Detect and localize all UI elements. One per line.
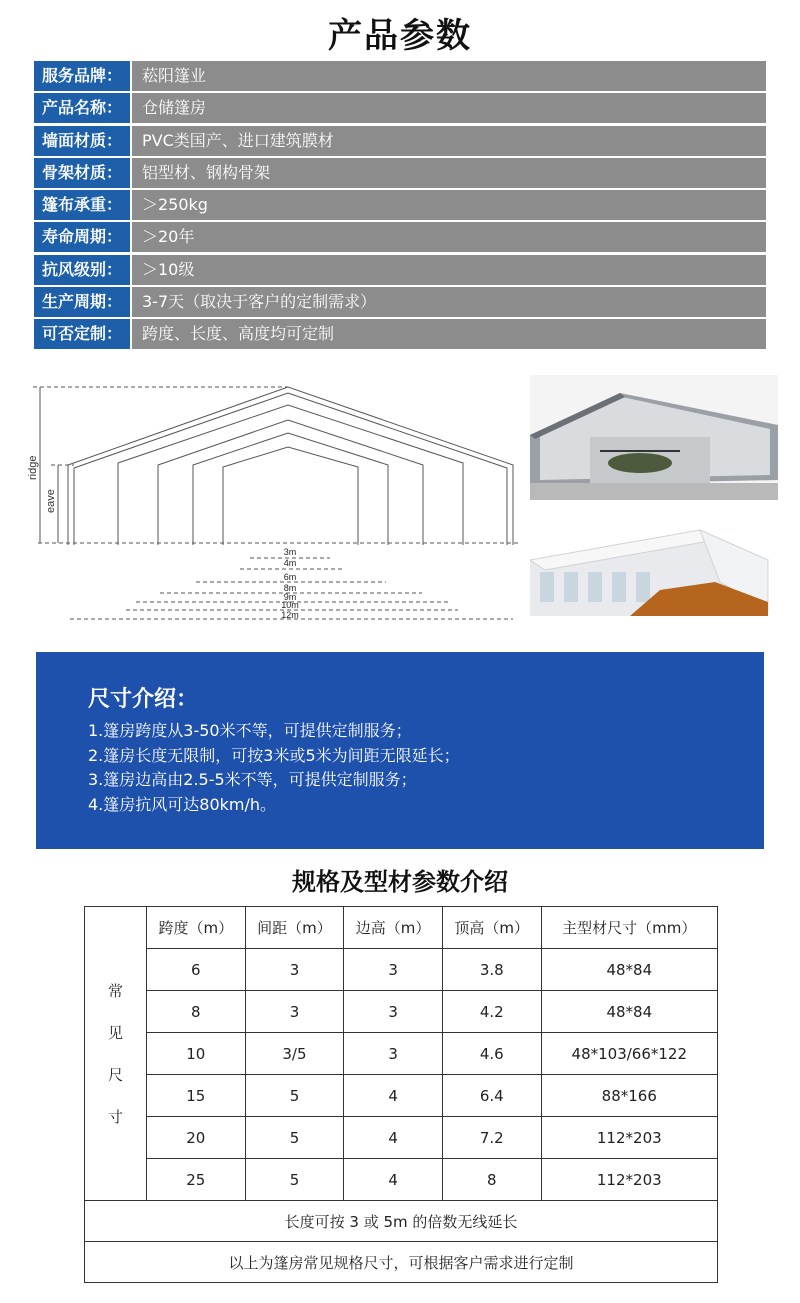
size-intro-panel bbox=[36, 652, 764, 849]
table-cell: 3.8 bbox=[442, 949, 541, 991]
tent-frame-diagram bbox=[18, 375, 523, 625]
param-value: 3-7天（取决于客户的定制需求） bbox=[132, 287, 766, 317]
eave-label: eave bbox=[45, 489, 57, 513]
table-cell: 4 bbox=[344, 1159, 443, 1201]
table-row bbox=[85, 991, 718, 1033]
frame-outline bbox=[118, 405, 463, 545]
param-value: 仓储篷房 bbox=[132, 93, 766, 123]
param-key: 可否定制： bbox=[34, 319, 130, 349]
frame-outline bbox=[158, 420, 423, 545]
side-label-char: 寸 bbox=[107, 1107, 123, 1126]
table-cell: 48*103/66*122 bbox=[541, 1033, 717, 1075]
page-title: 产品参数 bbox=[328, 16, 472, 56]
side-label-char: 尺 bbox=[107, 1065, 123, 1084]
frame-outline bbox=[68, 387, 513, 545]
table-cell: 48*84 bbox=[541, 949, 717, 991]
spec-table bbox=[84, 906, 718, 1283]
table-cell: 3 bbox=[245, 949, 344, 991]
param-key: 产品名称： bbox=[34, 93, 130, 123]
table-cell: 15 bbox=[147, 1075, 246, 1117]
table-cell: 48*84 bbox=[541, 991, 717, 1033]
size-intro-line: 1.篷房跨度从3-50米不等，可提供定制服务； bbox=[88, 721, 412, 740]
table-cell: 7.2 bbox=[442, 1117, 541, 1159]
param-row bbox=[34, 222, 766, 252]
span-label: 10m bbox=[281, 600, 299, 610]
span-label: 4m bbox=[283, 558, 297, 568]
column-header: 主型材尺寸（mm） bbox=[541, 907, 717, 949]
param-value: ＞10级 bbox=[132, 255, 766, 285]
table-row bbox=[85, 1159, 718, 1201]
frame-outline bbox=[223, 447, 358, 545]
size-intro-line: 2.篷房长度无限制，可按3米或5米为间距无限延长； bbox=[88, 745, 460, 765]
table-cell: 5 bbox=[245, 1117, 344, 1159]
column-header: 边高（m） bbox=[344, 907, 443, 949]
table-cell: 6 bbox=[147, 949, 246, 991]
table-cell: 3 bbox=[344, 991, 443, 1033]
table-cell: 112*203 bbox=[541, 1117, 717, 1159]
table-cell: 3 bbox=[344, 1033, 443, 1075]
table-cell: 3 bbox=[245, 991, 344, 1033]
param-key: 墙面材质： bbox=[34, 126, 130, 156]
side-label-char: 见 bbox=[107, 1023, 123, 1042]
param-value: 跨度、长度、高度均可定制 bbox=[132, 319, 766, 349]
param-key: 服务品牌： bbox=[34, 61, 130, 91]
table-cell: 10 bbox=[147, 1033, 246, 1075]
param-key: 篷布承重： bbox=[34, 190, 130, 220]
table-cell: 25 bbox=[147, 1159, 246, 1201]
table-note-row bbox=[85, 1242, 718, 1283]
table-row bbox=[85, 1117, 718, 1159]
table-note-row bbox=[85, 1201, 718, 1242]
side-label-char: 常 bbox=[107, 981, 123, 1000]
table-cell: 3 bbox=[344, 949, 443, 991]
frame-outline bbox=[74, 393, 507, 545]
spec-title: 规格及型材参数介绍 bbox=[292, 868, 508, 896]
frame-outline bbox=[193, 433, 388, 545]
param-key: 寿命周期： bbox=[34, 222, 130, 252]
span-label: 8m bbox=[283, 583, 297, 593]
hangar-tent-photo bbox=[530, 375, 778, 500]
span-label: 12m bbox=[281, 610, 299, 620]
table-cell: 5 bbox=[245, 1075, 344, 1117]
column-header: 间距（m） bbox=[245, 907, 344, 949]
table-cell: 3/5 bbox=[245, 1033, 344, 1075]
side-label-cell bbox=[85, 907, 147, 1201]
param-key: 生产周期： bbox=[34, 287, 130, 317]
table-cell: 4.2 bbox=[442, 991, 541, 1033]
table-row bbox=[85, 1075, 718, 1117]
table-note: 长度可按 3 或 5m 的倍数无线延长 bbox=[85, 1201, 718, 1242]
span-label: 6m bbox=[283, 572, 297, 582]
event-tent-photo bbox=[530, 520, 778, 632]
span-label: 3m bbox=[283, 547, 297, 557]
size-intro-title: 尺寸介绍： bbox=[88, 687, 199, 712]
param-value: 铝型材、钢构骨架 bbox=[132, 158, 766, 188]
param-row bbox=[34, 61, 766, 91]
param-row bbox=[34, 190, 766, 220]
table-cell: 88*166 bbox=[541, 1075, 717, 1117]
size-intro-line: 4.篷房抗风可达80km/h。 bbox=[88, 794, 277, 814]
span-label: 9m bbox=[283, 592, 297, 602]
table-note: 以上为篷房常见规格尺寸，可根据客户需求进行定制 bbox=[85, 1242, 718, 1283]
param-value: PVC类国产、进口建筑膜材 bbox=[132, 126, 766, 156]
table-cell: 4 bbox=[344, 1117, 443, 1159]
param-key: 骨架材质： bbox=[34, 158, 130, 188]
param-value: ＞250kg bbox=[132, 190, 766, 220]
table-cell: 5 bbox=[245, 1159, 344, 1201]
table-cell: 4.6 bbox=[442, 1033, 541, 1075]
param-value: ＞20年 bbox=[132, 222, 766, 252]
table-cell: 4 bbox=[344, 1075, 443, 1117]
param-row bbox=[34, 255, 766, 285]
column-header: 顶高（m） bbox=[442, 907, 541, 949]
param-row bbox=[34, 93, 766, 123]
table-header-row bbox=[85, 907, 718, 949]
table-row bbox=[85, 1033, 718, 1075]
table-cell: 20 bbox=[147, 1117, 246, 1159]
param-value: 菘阳篷业 bbox=[132, 61, 766, 91]
param-key: 抗风级别： bbox=[34, 255, 130, 285]
param-row bbox=[34, 126, 766, 156]
param-row bbox=[34, 319, 766, 349]
table-cell: 112*203 bbox=[541, 1159, 717, 1201]
table-cell: 8 bbox=[147, 991, 246, 1033]
column-header: 跨度（m） bbox=[147, 907, 246, 949]
table-cell: 6.4 bbox=[442, 1075, 541, 1117]
table-row bbox=[85, 949, 718, 991]
ridge-label: ridge bbox=[27, 455, 39, 480]
param-row bbox=[34, 287, 766, 317]
size-intro-line: 3.篷房边高由2.5-5米不等，可提供定制服务； bbox=[88, 770, 417, 789]
param-row bbox=[34, 158, 766, 188]
helicopter-shape bbox=[608, 453, 672, 473]
param-list bbox=[34, 61, 766, 352]
table-cell: 8 bbox=[442, 1159, 541, 1201]
